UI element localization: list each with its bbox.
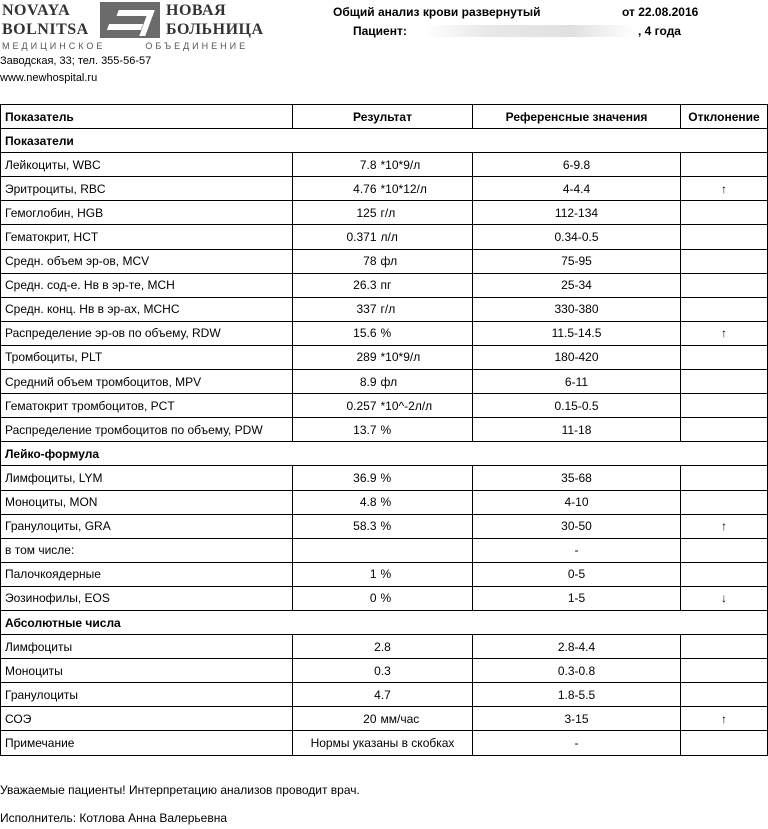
section-title: Показатели <box>1 129 768 153</box>
results-table-body <box>1 105 768 756</box>
deviation-arrow-icon: ↑ <box>681 707 768 731</box>
result-unit: *10*9/л <box>381 345 473 369</box>
section-header-row <box>1 129 768 153</box>
deviation-arrow-icon <box>681 345 768 369</box>
footer-performer: Исполнитель: Котлова Анна Валерьевна <box>0 811 228 825</box>
table-header-row <box>1 105 768 129</box>
reference-range: 11-18 <box>473 418 681 442</box>
table-row <box>1 514 768 538</box>
deviation-arrow-icon <box>681 562 768 586</box>
deviation-arrow-icon: ↓ <box>681 586 768 610</box>
indicator-name: Моноциты <box>1 659 293 683</box>
report-title: Общий анализ крови развернутый <box>333 5 541 19</box>
reference-range: 30-50 <box>473 514 681 538</box>
result-unit: % <box>381 562 473 586</box>
indicator-name: Распределение эр-ов по объему, RDW <box>1 321 293 345</box>
result-unit <box>381 538 473 562</box>
result-value: 0.257 <box>293 394 381 418</box>
result-unit: мм/час <box>381 707 473 731</box>
reference-range: 4-4.4 <box>473 177 681 201</box>
note-value: Нормы указаны в скобках <box>293 731 473 755</box>
result-unit: % <box>381 466 473 490</box>
result-value: 8.9 <box>293 370 381 394</box>
reference-range: 0-5 <box>473 562 681 586</box>
result-unit: г/л <box>381 297 473 321</box>
indicator-name: Гранулоциты, GRA <box>1 514 293 538</box>
result-unit: *10*12/л <box>381 177 473 201</box>
deviation-arrow-icon <box>681 683 768 707</box>
table-row <box>1 586 768 610</box>
result-value: 78 <box>293 249 381 273</box>
indicator-name: Средн. объем эр-ов, MCV <box>1 249 293 273</box>
deviation-arrow-icon <box>681 635 768 659</box>
table-row <box>1 177 768 201</box>
result-value: 20 <box>293 707 381 731</box>
hospital-logo <box>0 0 280 56</box>
result-value: 289 <box>293 345 381 369</box>
deviation-arrow-icon <box>681 538 768 562</box>
table-row <box>1 201 768 225</box>
indicator-name: Гематокрит, HCT <box>1 225 293 249</box>
result-value: 337 <box>293 297 381 321</box>
reference-range: 0.15-0.5 <box>473 394 681 418</box>
reference-range: 1-5 <box>473 586 681 610</box>
indicator-name: Гранулоциты <box>1 683 293 707</box>
indicator-name: Распределение тромбоцитов по объему, PDW <box>1 418 293 442</box>
reference-range: 1.8-5.5 <box>473 683 681 707</box>
table-row <box>1 370 768 394</box>
reference-range: 6-11 <box>473 370 681 394</box>
logo-latin-text: NOVAYA BOLNITSA <box>2 2 89 38</box>
deviation-arrow-icon: ↑ <box>681 177 768 201</box>
indicator-name: Средний объем тромбоцитов, MPV <box>1 370 293 394</box>
column-header-deviation: Отклонение <box>681 105 768 129</box>
result-value: 0.3 <box>293 659 473 683</box>
reference-range: 11.5-14.5 <box>473 321 681 345</box>
deviation-arrow-icon <box>681 225 768 249</box>
patient-label: Пациент: <box>353 24 407 38</box>
deviation-arrow-icon <box>681 249 768 273</box>
result-value: 58.3 <box>293 514 381 538</box>
reference-range: 0.34-0.5 <box>473 225 681 249</box>
deviation-arrow-icon <box>681 153 768 177</box>
result-value: 1 <box>293 562 381 586</box>
deviation-arrow-icon <box>681 731 768 755</box>
table-row-esr <box>1 707 768 731</box>
table-row <box>1 635 768 659</box>
table-row <box>1 249 768 273</box>
reference-range: 75-95 <box>473 249 681 273</box>
section-title: Абсолютные числа <box>1 610 768 634</box>
table-row <box>1 345 768 369</box>
result-value: 0.371 <box>293 225 381 249</box>
reference-range: 3-15 <box>473 707 681 731</box>
result-unit: % <box>381 321 473 345</box>
table-row <box>1 321 768 345</box>
reference-range: 4-10 <box>473 490 681 514</box>
reference-range: 6-9.8 <box>473 153 681 177</box>
patient-age: , 4 года <box>638 24 681 38</box>
result-value: 4.8 <box>293 490 381 514</box>
deviation-arrow-icon <box>681 273 768 297</box>
table-row <box>1 466 768 490</box>
indicator-name: Эритроциты, RBC <box>1 177 293 201</box>
deviation-arrow-icon <box>681 201 768 225</box>
indicator-name: Тромбоциты, PLT <box>1 345 293 369</box>
section-title: Лейко-формула <box>1 442 768 466</box>
result-unit: % <box>381 586 473 610</box>
result-value: 0 <box>293 586 381 610</box>
reference-range: 35-68 <box>473 466 681 490</box>
reference-range: - <box>473 731 681 755</box>
patient-name-redacted <box>425 25 635 37</box>
logo-cyrillic-text: НОВАЯ БОЛЬНИЦА <box>166 2 264 38</box>
indicator-name: СОЭ <box>1 707 293 731</box>
table-row <box>1 225 768 249</box>
result-unit: *10^-2л/л <box>381 394 473 418</box>
table-row-note <box>1 731 768 755</box>
result-unit: % <box>381 418 473 442</box>
table-row <box>1 273 768 297</box>
table-row <box>1 394 768 418</box>
result-unit: л/л <box>381 225 473 249</box>
result-unit: % <box>381 514 473 538</box>
result-unit: г/л <box>381 201 473 225</box>
result-value: 4.7 <box>293 683 473 707</box>
note-label: Примечание <box>1 731 293 755</box>
reference-range: - <box>473 538 681 562</box>
reference-range: 0.3-0.8 <box>473 659 681 683</box>
deviation-arrow-icon <box>681 659 768 683</box>
report-date: от 22.08.2016 <box>622 5 699 19</box>
result-unit: пг <box>381 273 473 297</box>
table-row <box>1 153 768 177</box>
result-unit: фл <box>381 370 473 394</box>
hospital-address: Заводская, 33; тел. 355-56-57 <box>0 55 152 67</box>
reference-range: 2.8-4.4 <box>473 635 681 659</box>
deviation-arrow-icon <box>681 370 768 394</box>
deviation-arrow-icon <box>681 394 768 418</box>
indicator-name: Лейкоциты, WBC <box>1 153 293 177</box>
column-header-reference: Референсные значения <box>473 105 681 129</box>
logo-subtitle: МЕДИЦИНСКОЕ ОБЪЕДИНЕНИЕ <box>2 41 249 51</box>
result-value <box>293 538 381 562</box>
result-unit: фл <box>381 249 473 273</box>
results-table <box>0 104 768 756</box>
table-row <box>1 490 768 514</box>
reference-range: 25-34 <box>473 273 681 297</box>
indicator-name: Палочкоядерные <box>1 562 293 586</box>
deviation-arrow-icon <box>681 418 768 442</box>
deviation-arrow-icon <box>681 297 768 321</box>
indicator-name: Гемоглобин, HGB <box>1 201 293 225</box>
indicator-name: Лимфоциты, LYM <box>1 466 293 490</box>
table-row <box>1 418 768 442</box>
column-header-result: Результат <box>293 105 473 129</box>
deviation-arrow-icon: ↑ <box>681 321 768 345</box>
deviation-arrow-icon <box>681 490 768 514</box>
result-value: 15.6 <box>293 321 381 345</box>
reference-range: 180-420 <box>473 345 681 369</box>
indicator-name: в том числе: <box>1 538 293 562</box>
result-value: 7.8 <box>293 153 381 177</box>
section-header-row <box>1 442 768 466</box>
result-value: 125 <box>293 201 381 225</box>
result-value: 4.76 <box>293 177 381 201</box>
result-value: 2.8 <box>293 635 473 659</box>
hospital-website: www.newhospital.ru <box>0 72 98 84</box>
indicator-name: Гематокрит тромбоцитов, PCT <box>1 394 293 418</box>
table-row <box>1 683 768 707</box>
deviation-arrow-icon: ↑ <box>681 514 768 538</box>
section-header-row <box>1 610 768 634</box>
footer-notice: Уважаемые пациенты! Интерпретацию анализов проводит врач. <box>0 783 360 797</box>
table-row <box>1 538 768 562</box>
indicator-name: Средн. конц. Нв в эр-ах, MCHC <box>1 297 293 321</box>
result-unit: % <box>381 490 473 514</box>
column-header-indicator: Показатель <box>1 105 293 129</box>
reference-range: 112-134 <box>473 201 681 225</box>
indicator-name: Эозинофилы, EOS <box>1 586 293 610</box>
table-row <box>1 297 768 321</box>
table-row <box>1 562 768 586</box>
indicator-name: Лимфоциты <box>1 635 293 659</box>
deviation-arrow-icon <box>681 466 768 490</box>
indicator-name: Средн. сод-е. Нв в эр-те, MCH <box>1 273 293 297</box>
reference-range: 330-380 <box>473 297 681 321</box>
result-unit: *10*9/л <box>381 153 473 177</box>
indicator-name: Моноциты, MON <box>1 490 293 514</box>
table-row <box>1 659 768 683</box>
result-value: 13.7 <box>293 418 381 442</box>
result-value: 26.3 <box>293 273 381 297</box>
logo-emblem-icon <box>100 2 160 38</box>
result-value: 36.9 <box>293 466 381 490</box>
